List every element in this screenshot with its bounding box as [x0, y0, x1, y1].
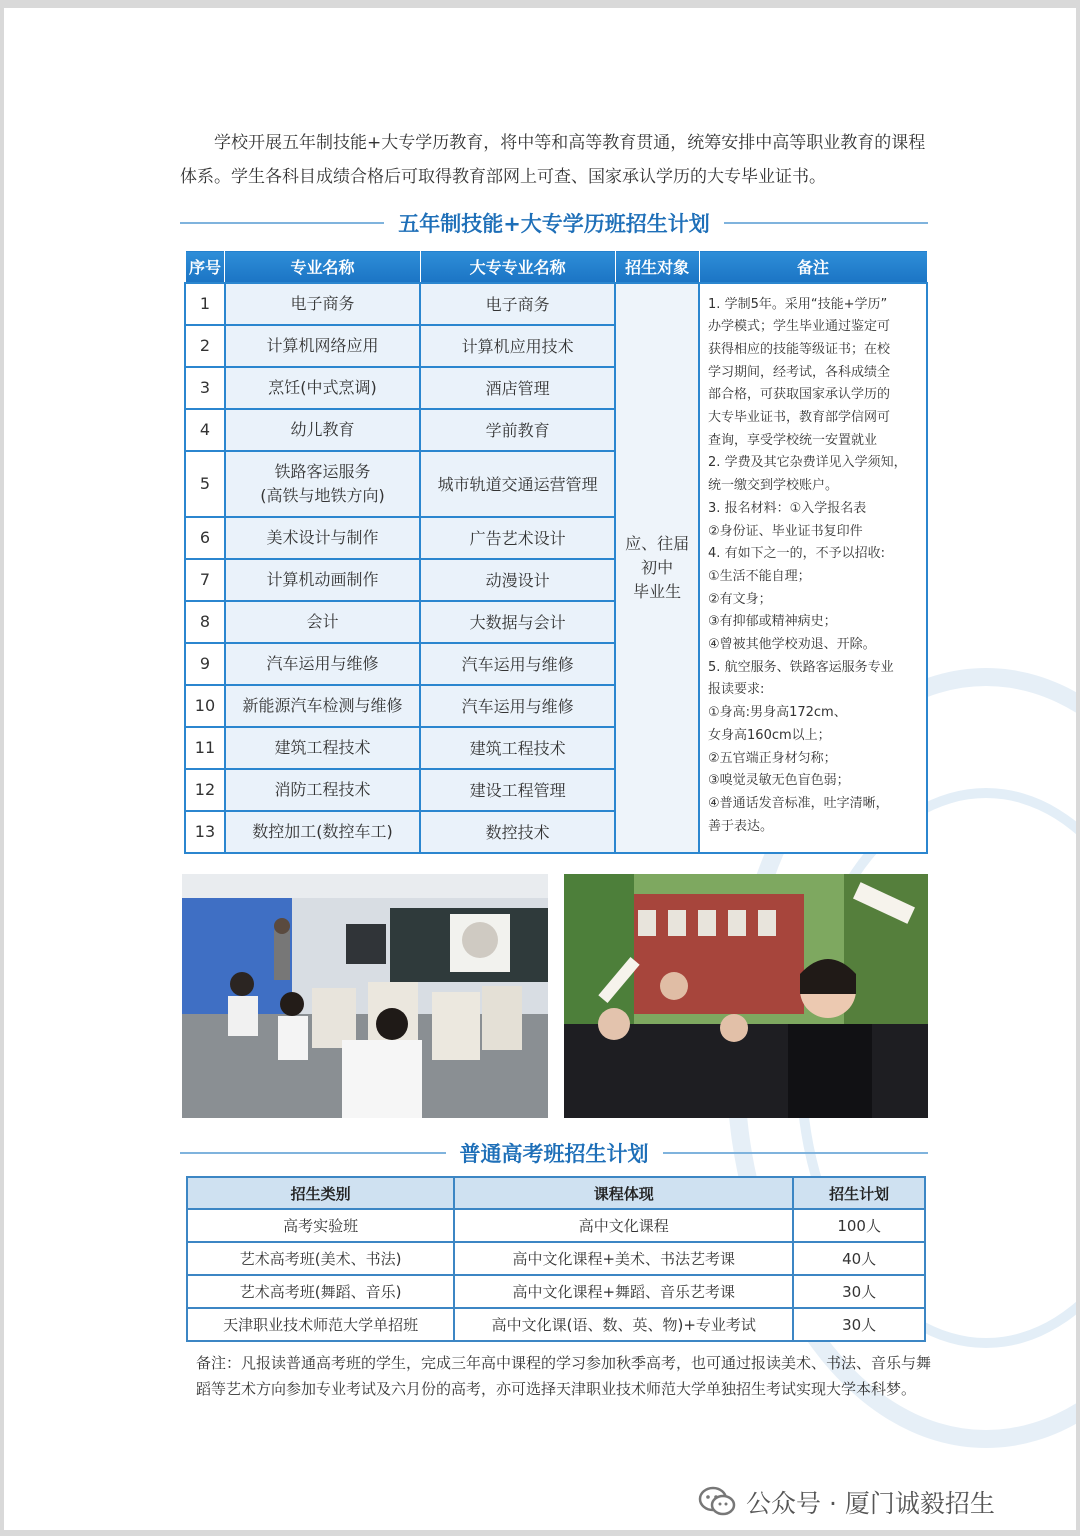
- document-page: [4, 8, 1076, 1530]
- cell-plan: 30人: [793, 1308, 925, 1341]
- note-line: 学习期间，经考试，各科成绩全: [708, 364, 891, 380]
- header-target: 招生对象: [615, 251, 699, 283]
- table-row: [187, 1308, 925, 1341]
- cell-course: 高中文化课程+舞蹈、音乐艺考课: [454, 1275, 793, 1308]
- section1-title: 五年制技能+大专学历班招生计划: [398, 212, 710, 236]
- cell-no: 13: [185, 811, 225, 853]
- cell-major: 新能源汽车检测与维修: [225, 685, 420, 727]
- cell-major: 计算机动画制作: [225, 559, 420, 601]
- cell-major: 消防工程技术: [225, 769, 420, 811]
- graduation-illustration: [564, 874, 928, 1118]
- table-header-row: [185, 251, 927, 283]
- note-line: 5. 航空服务、铁路客运服务专业: [708, 659, 894, 675]
- cell-plan: 100人: [793, 1209, 925, 1242]
- note-line: 2. 学费及其它杂费详见入学须知，: [708, 455, 907, 471]
- cell-major: 美术设计与制作: [225, 517, 420, 559]
- note-line: ③有抑郁或精神病史；: [708, 614, 837, 630]
- note-line: 统一缴交到学校账户。: [708, 478, 839, 494]
- cell-plan: 40人: [793, 1242, 925, 1275]
- title-rule-right: [663, 1152, 929, 1154]
- cell-no: 6: [185, 517, 225, 559]
- cell-major: 会计: [225, 601, 420, 643]
- note-line: ③嗅觉灵敏无色盲色弱；: [708, 773, 850, 789]
- graduation-photo: [564, 874, 928, 1118]
- header-course: 课程体现: [454, 1177, 793, 1209]
- cell-course: 高中文化课程+美术、书法艺考课: [454, 1242, 793, 1275]
- cell-course: 高中文化课程: [454, 1209, 793, 1242]
- cell-college-major: 城市轨道交通运营管理: [420, 451, 615, 517]
- table-row: [187, 1209, 925, 1242]
- cell-college-major: 动漫设计: [420, 559, 615, 601]
- cell-no: 10: [185, 685, 225, 727]
- gaokao-plan-table: [186, 1176, 926, 1342]
- cell-college-major: 数控技术: [420, 811, 615, 853]
- cell-no: 7: [185, 559, 225, 601]
- section-title-five-year: [180, 208, 928, 238]
- note-line: 大专毕业证书，教育部学信网可: [708, 410, 891, 426]
- cell-major: 数控加工(数控车工): [225, 811, 420, 853]
- cell-major: 电子商务: [225, 283, 420, 325]
- note-line: 3. 报名材料：①入学报名表: [708, 500, 867, 516]
- remark-paragraph: 备注：凡报读普通高考班的学生，完成三年高中课程的学习参加秋季高考，也可通过报读美术、书法、音乐与舞蹈等艺术方向参加专业考试及六月份的高考，亦可选择天津职业技术师范大学单独招生考试实现大学本科梦。: [196, 1354, 932, 1398]
- note-line: 报读要求:: [708, 682, 765, 698]
- cell-no: 5: [185, 451, 225, 517]
- note-line: 查询，享受学校统一安置就业: [708, 432, 878, 448]
- cell-no: 8: [185, 601, 225, 643]
- title-rule-left: [180, 222, 384, 224]
- note-line: ①身高:男身高172cm、: [708, 705, 847, 721]
- cell-category: 艺术高考班(舞蹈、音乐): [187, 1275, 454, 1308]
- cell-college-major: 广告艺术设计: [420, 517, 615, 559]
- art-class-photo: [182, 874, 548, 1118]
- note-line: 获得相应的技能等级证书；在校: [708, 341, 891, 357]
- title-rule-left: [180, 1152, 446, 1154]
- cell-major: 计算机网络应用: [225, 325, 420, 367]
- note-line: 女身高160cm以上；: [708, 727, 831, 743]
- cell-major: 汽车运用与维修: [225, 643, 420, 685]
- footer-account: [698, 1482, 995, 1522]
- intro-paragraph: 学校开展五年制技能+大专学历教育，将中等和高等教育贯通，统筹安排中高等职业教育的课程体系。学生各科目成绩合格后可取得教育部网上可查、国家承认学历的大专毕业证书。: [180, 133, 926, 187]
- table-row: [187, 1242, 925, 1275]
- cell-no: 11: [185, 727, 225, 769]
- cell-course: 高中文化课(语、数、英、物)+专业考试: [454, 1308, 793, 1341]
- section2-title: 普通高考班招生计划: [459, 1142, 649, 1166]
- note-line: 善于表达。: [708, 818, 774, 834]
- note-line: ④普通话发音标准，吐字清晰，: [708, 795, 889, 811]
- cell-college-major: 电子商务: [420, 283, 615, 325]
- note-line: 1. 学制5年。采用“技能+学历”: [708, 296, 888, 312]
- art-class-illustration: [182, 874, 548, 1118]
- cell-target: 应、往届 初中 毕业生: [615, 283, 699, 853]
- cell-plan: 30人: [793, 1275, 925, 1308]
- header-no: 序号: [185, 251, 225, 283]
- note-line: ④曾被其他学校劝退、开除。: [708, 637, 876, 653]
- header-notes: 备注: [699, 251, 927, 283]
- table-header-row: [187, 1177, 925, 1209]
- section-title-gaokao: [180, 1138, 928, 1168]
- cell-major: 铁路客运服务 (高铁与地铁方向): [225, 451, 420, 517]
- note-line: 部合格，可获取国家承认学历的: [708, 387, 891, 403]
- table-row: [185, 283, 927, 325]
- cell-college-major: 大数据与会计: [420, 601, 615, 643]
- cell-college-major: 建筑工程技术: [420, 727, 615, 769]
- cell-college-major: 学前教育: [420, 409, 615, 451]
- cell-no: 12: [185, 769, 225, 811]
- cell-no: 2: [185, 325, 225, 367]
- cell-college-major: 计算机应用技术: [420, 325, 615, 367]
- cell-college-major: 酒店管理: [420, 367, 615, 409]
- five-year-plan-table: [184, 250, 928, 854]
- cell-college-major: 汽车运用与维修: [420, 685, 615, 727]
- cell-no: 4: [185, 409, 225, 451]
- note-line: ②有文身；: [708, 591, 772, 607]
- note-line: ①生活不能自理；: [708, 568, 811, 584]
- header-major: 专业名称: [225, 251, 420, 283]
- cell-notes: [699, 283, 927, 853]
- table-row: [187, 1275, 925, 1308]
- header-category: 招生类别: [187, 1177, 454, 1209]
- cell-no: 3: [185, 367, 225, 409]
- header-plan: 招生计划: [793, 1177, 925, 1209]
- cell-college-major: 建设工程管理: [420, 769, 615, 811]
- title-rule-right: [724, 222, 928, 224]
- note-line: 办学模式；学生毕业通过鉴定可: [708, 319, 891, 335]
- footer-text: 公众号 · 厦门诚毅招生: [746, 1489, 995, 1518]
- cell-no: 1: [185, 283, 225, 325]
- header-college-major: 大专专业名称: [420, 251, 615, 283]
- note-line: ②五官端正身材匀称；: [708, 750, 837, 766]
- wechat-icon: [698, 1486, 736, 1518]
- note-line: 4. 有如下之一的，不予以招收:: [708, 546, 885, 562]
- cell-major: 建筑工程技术: [225, 727, 420, 769]
- cell-no: 9: [185, 643, 225, 685]
- note-line: ②身份证、毕业证书复印件: [708, 523, 863, 539]
- cell-category: 高考实验班: [187, 1209, 454, 1242]
- cell-major: 烹饪(中式烹调): [225, 367, 420, 409]
- cell-category: 天津职业技术师范大学单招班: [187, 1308, 454, 1341]
- cell-category: 艺术高考班(美术、书法): [187, 1242, 454, 1275]
- cell-major: 幼儿教育: [225, 409, 420, 451]
- cell-college-major: 汽车运用与维修: [420, 643, 615, 685]
